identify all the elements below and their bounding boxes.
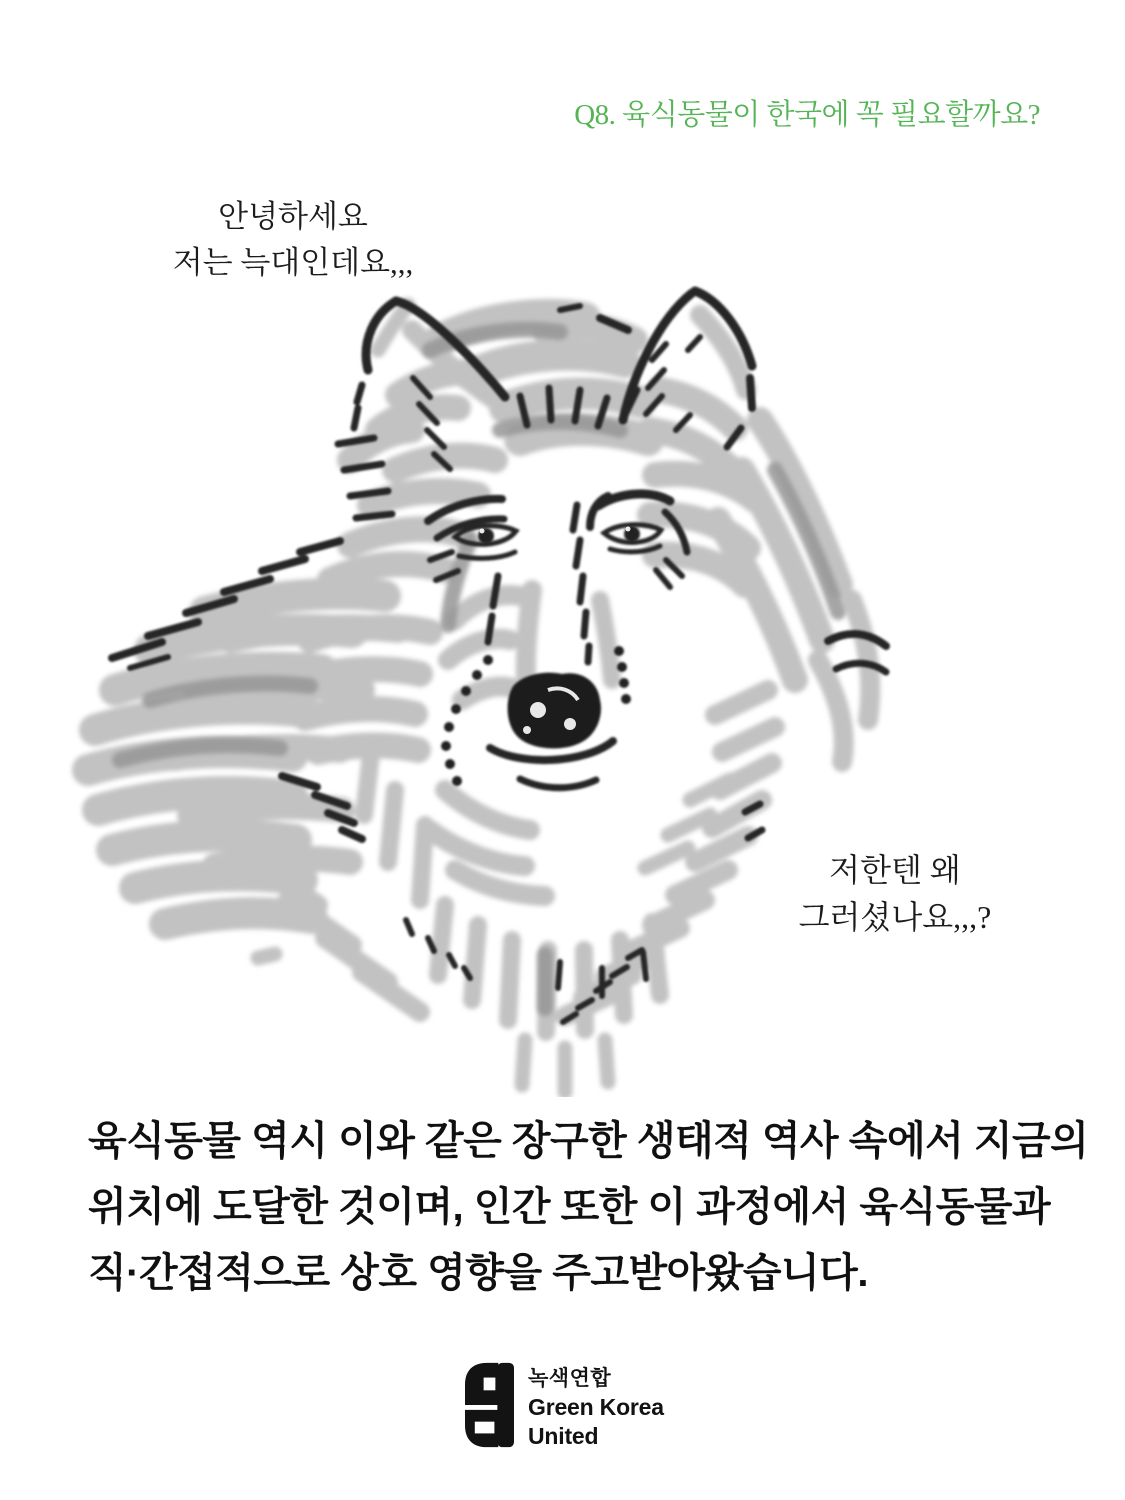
- speech-plea-line1: 저한텐 왜: [829, 852, 961, 888]
- speech-intro-line1: 안녕하세요: [218, 199, 368, 234]
- body-paragraph: [88, 1108, 1088, 1306]
- speech-intro: [148, 194, 438, 286]
- question-heading: Q8. 육식동물이 한국에 꼭 필요할까요?: [574, 99, 1040, 131]
- speech-plea: [765, 847, 1025, 941]
- green-korea-united-logo-icon: [465, 1362, 514, 1448]
- logo-text: [528, 1362, 664, 1451]
- logo-name-korean: 녹색연합: [528, 1367, 612, 1390]
- body-paragraph-line2: 위치에 도달한 것이며, 인간 또한 이 과정에서 육식동물과: [88, 1185, 1051, 1229]
- body-paragraph-line1: 육식동물 역시 이와 같은 장구한 생태적 역사 속에서 지금의: [88, 1119, 1089, 1163]
- wolf-sketch-illustration: [40, 285, 920, 1097]
- footer-logo: [465, 1362, 664, 1450]
- logo-name-english-line2: United: [528, 1423, 599, 1449]
- logo-name-english-line1: Green Korea: [528, 1394, 664, 1420]
- speech-plea-line2: 그러셨나요,,,?: [798, 899, 992, 935]
- body-paragraph-line3: 직·간접적으로 상호 영향을 주고받아왔습니다.: [88, 1251, 868, 1295]
- speech-intro-line2: 저는 늑대인데요,,,: [172, 245, 414, 280]
